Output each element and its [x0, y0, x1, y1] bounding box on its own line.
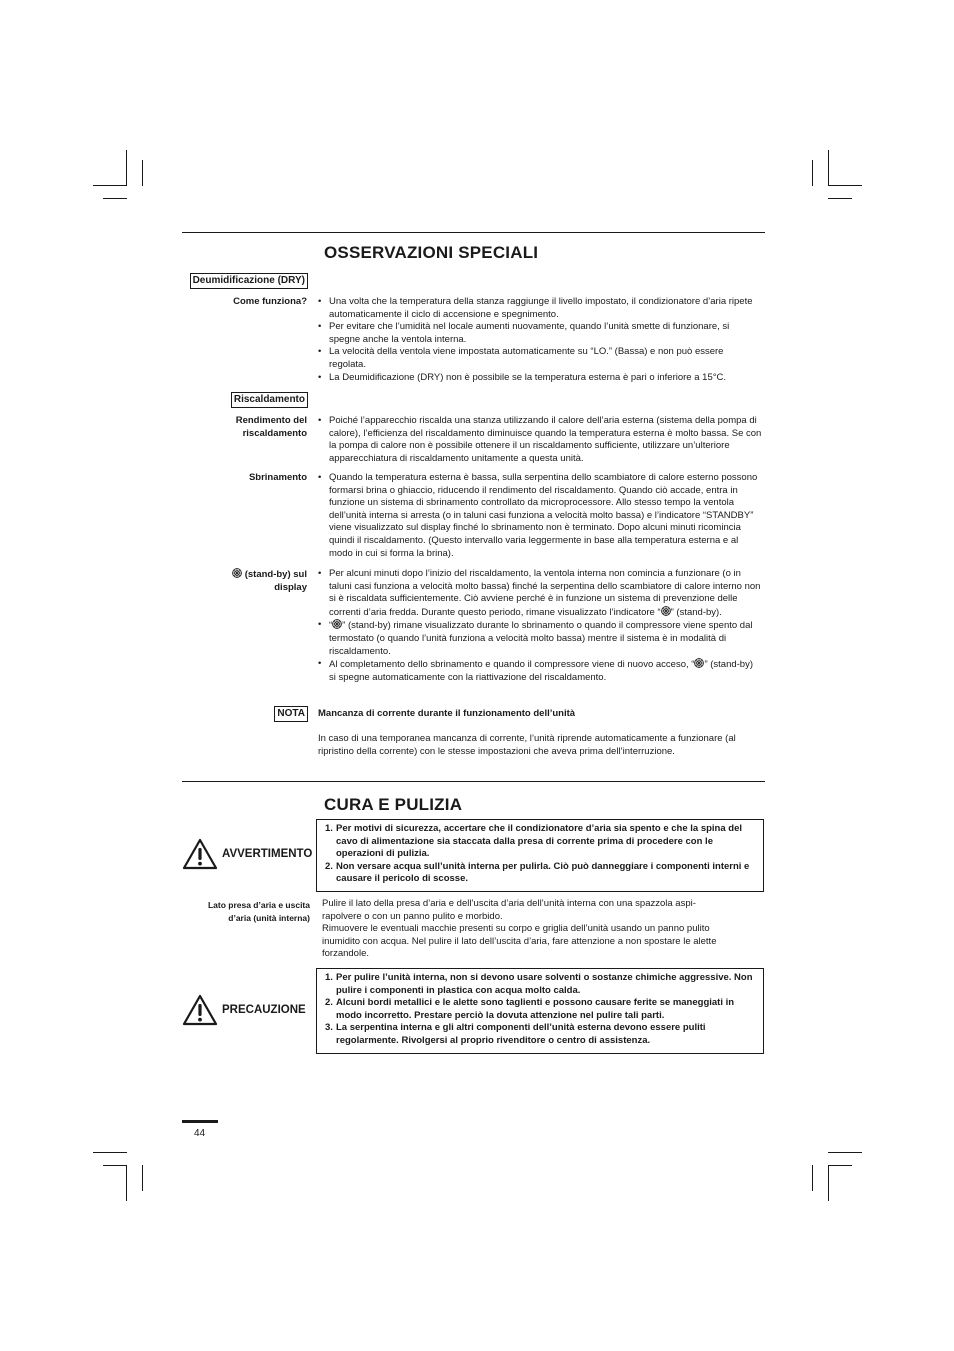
caution-item: 1. Per pulire l’unità interna, non si devono usare solventi o sostanze chimiche aggressive. Non pulire i componenti in plastica con acqua molto calda.: [325, 972, 753, 996]
standby-bullets: [318, 568, 762, 684]
standby-icon: [332, 619, 342, 629]
caution-item: 2. Alcuni bordi metallici e le alette sono taglienti e possono causare ferite se maneggiati in modo incorretto. Prestare perciò la dovuta attenzione nel pulire tali parti.: [325, 997, 735, 1021]
section-rule-cura: [182, 781, 765, 782]
standby-bullet: • Per alcuni minuti dopo l’inizio del riscaldamento, la ventola interna non comincia a funzionare (o in taluni casi funziona a velocità molto bassa) finché la serpentina dello scambiatore di calore interno non si è riscaldata sufficientemente. Ciò avviene perché è in funzione un sistema di prevenzione delle correnti d’aria fredda. Durante questo periodo, rimane visualizzato l’indicatore “ ” (stand-by).: [318, 568, 762, 619]
dry-bullet: • La Deumidificazione (DRY) non è possibile se la temperatura esterna è pari o inferiore a 15°C.: [318, 372, 762, 385]
cleaning-side-label: Lato presa d’aria e uscita d’aria (unità interna): [207, 900, 310, 923]
page-number: 44: [194, 1128, 206, 1139]
dry-bullets: [318, 296, 762, 384]
standby-icon: [694, 658, 704, 668]
warning-block: [182, 838, 313, 875]
defrost-text: • Quando la temperatura esterna è bassa, sulla serpentina dello scambiatore di calore esterno possono formarsi brina o ghiaccio, riducendo il rendimento del riscaldamento. Quando ciò accade, entra in funzione un sistema di sbrinamento controllato da microprocessore. Allo stesso tempo la ventola dell’unità interna si arresta (o in taluni casi funziona a velocità molto bassa) e l’indicatore “STANDBY” viene visualizzato sul display finché lo sbrinamento non è terminato. Dopo alcuni minuti ricomincia quindi il riscaldamento. (Questo intervallo varia leggermente in base alla temperatura esterna e al modo in cui si forma la brina).: [318, 472, 762, 560]
warning-label: AVVERTIMENTO: [222, 848, 313, 860]
warning-triangle-icon: [182, 994, 218, 1026]
page-number-bar: [182, 1120, 218, 1123]
standby-bullet: • Al completamento dello sbrinamento e quando il compressore viene di nuovo acceso, “ ” (stand-by) si spegne automaticamente con la riattivazione del riscaldamento.: [318, 658, 762, 684]
section-rule-top: [182, 232, 765, 233]
dry-section-label: Deumidificazione (DRY): [190, 273, 308, 289]
heating-perf-label: Rendimento del riscaldamento: [235, 415, 307, 439]
section-title-cura: CURA E PULIZIA: [324, 795, 463, 814]
standby-icon: [232, 568, 242, 578]
caution-block: [182, 994, 306, 1031]
dry-bullet: • La velocità della ventola viene impostata automaticamente su “LO.” (Bassa) e non può essere regolata.: [318, 346, 762, 371]
cleaning-text: Pulire il lato della presa d’aria e dell’uscita d’aria dell’unità interna con una spazzola aspi-rapolvere o con un panno pulito e morbido. Rimuovere le eventuali macchie presenti su corpo e griglia dell’unità usando un panno pulito inumidito con acqua. Nel pulire il lato dell’uscita d’aria, fare attenzione a non spostare le alette forzandole.: [322, 898, 717, 960]
warning-triangle-icon: [182, 838, 218, 870]
warning-item: 2. Non versare acqua sull’unità interna per pulirla. Ciò può danneggiare i componenti interni e causare il pericolo di scosse.: [325, 860, 750, 885]
dry-bullet: • Una volta che la temperatura della stanza raggiunge il livello impostato, il condizionatore d’aria ripete automaticamente il ciclo di accensione e spegnimento.: [318, 296, 762, 321]
nota-text: In caso di una temporanea mancanza di corrente, l’unità riprende automaticamente a funzionare (al ripristino della corrente) con le stesse impostazioni che aveva prima dell’interruzione.: [318, 733, 736, 757]
section-title-osservazioni: OSSERVAZIONI SPECIALI: [324, 243, 539, 262]
nota-label: NOTA: [274, 706, 308, 722]
standby-bullet: • “ ” (stand-by) rimane visualizzato durante lo sbrinamento o quando il compressore viene spento dal termostato (o quando l’unità funziona a velocità molto bassa) mentre il sistema è in modalità di riscaldamento.: [318, 619, 762, 658]
heating-perf-text: • Poiché l’apparecchio riscalda una stanza utilizzando il calore dell’aria esterna (sistema della pompa di calore), l’efficienza del riscaldamento diminuisce quando la temperatura esterna è molto bassa. Se con la pompa di calore non è possibile ottenere il un riscaldamento sufficiente, utilizzare un’ulteriore apparecchiatura di riscaldamento unitamente a questa unità.: [318, 415, 762, 465]
dry-side-label: Come funziona?: [233, 296, 307, 307]
caution-box: [316, 968, 764, 1054]
standby-icon: [661, 606, 671, 616]
standby-label: (stand-by) sul display: [232, 568, 307, 594]
nota-heading: Mancanza di corrente durante il funzionamento dell’unità: [318, 708, 576, 719]
dry-bullet: • Per evitare che l’umidità nel locale aumenti nuovamente, quando l’unità smette di funzionare, si spegne anche la ventola interna.: [318, 321, 762, 346]
warning-box: [316, 819, 764, 892]
caution-label: PRECAUZIONE: [222, 1004, 306, 1016]
heating-section-label: Riscaldamento: [231, 392, 308, 408]
caution-item: 3. La serpentina interna e gli altri componenti dell’unità esterna devono essere puliti regolarmente. Rivolgersi al proprio rivenditore o centro di assistenza.: [325, 1022, 706, 1046]
defrost-label: Sbrinamento: [248, 472, 307, 483]
warning-item: 1. Per motivi di sicurezza, accertare che il condizionatore d’aria sia spento e che la spina del cavo di alimentazione sia staccata dalla presa di corrente prima di procedere con le operazioni di pulizia.: [325, 823, 743, 860]
